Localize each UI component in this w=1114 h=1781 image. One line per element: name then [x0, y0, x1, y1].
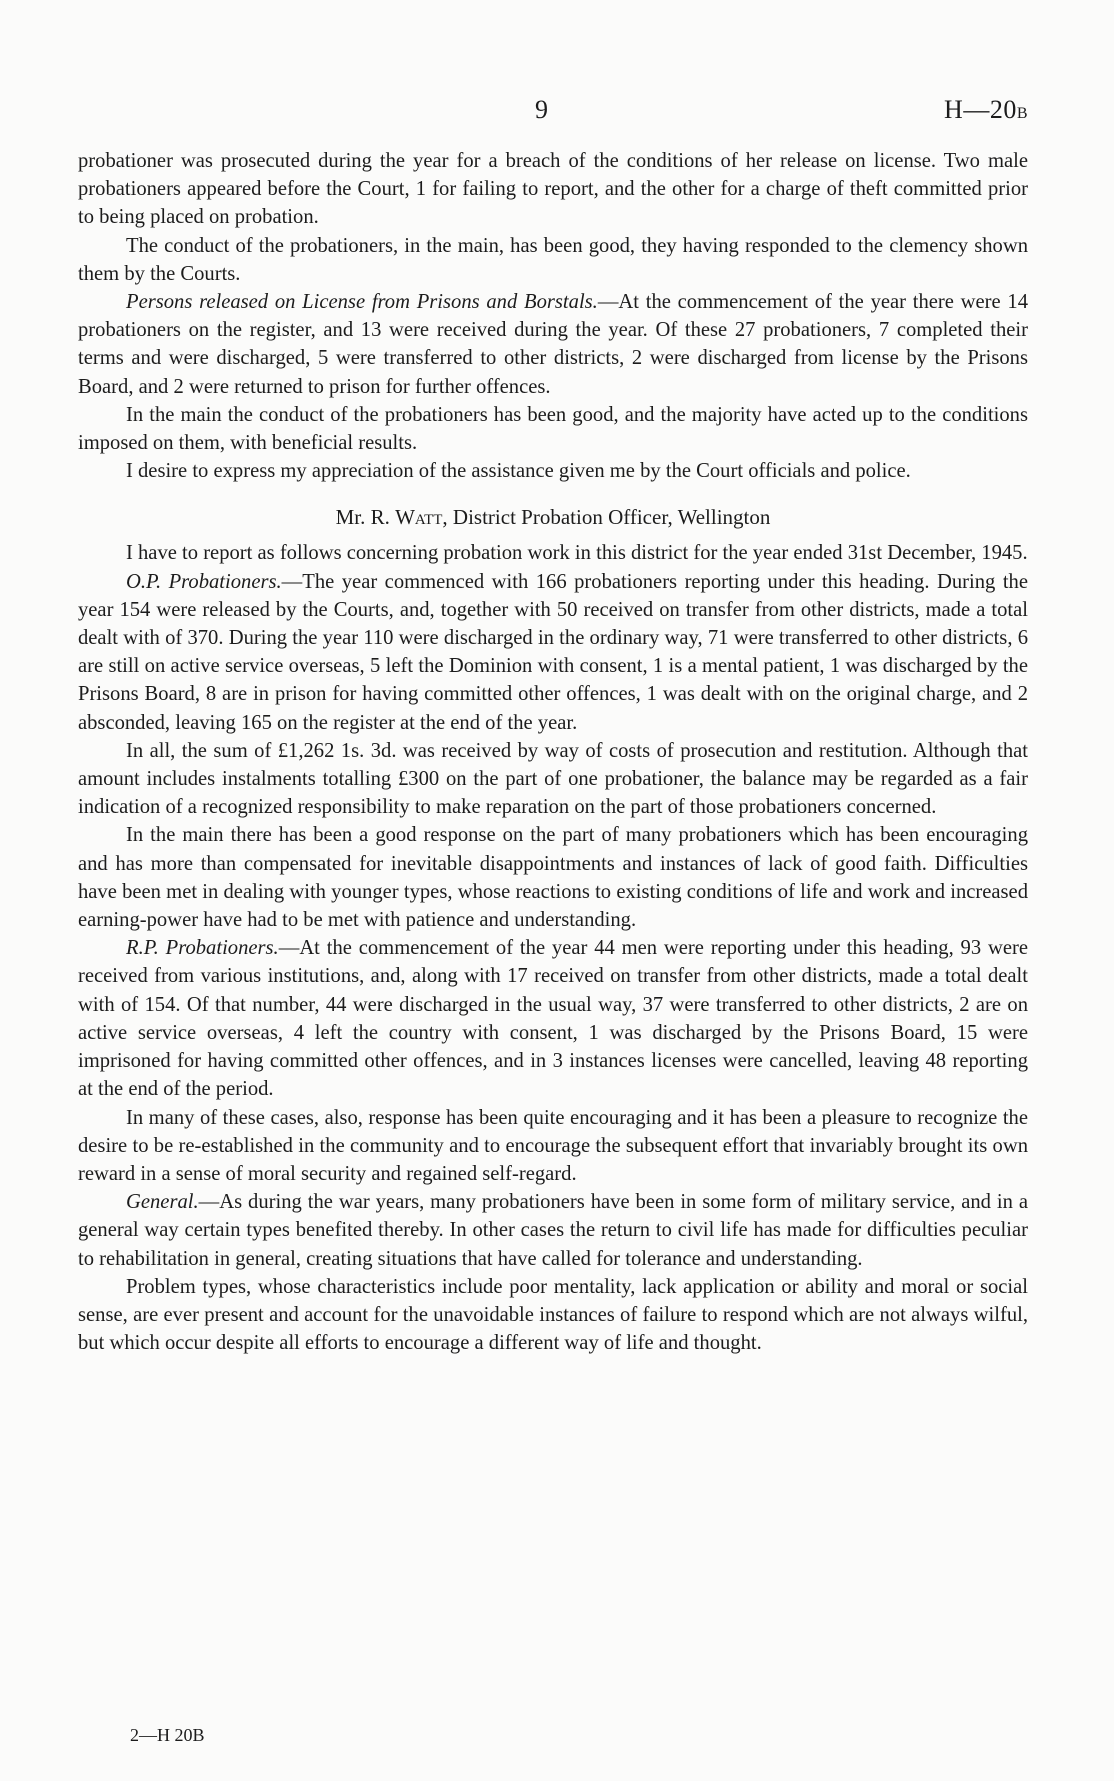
document-body [78, 147, 1028, 1357]
section-heading-rest: , District Probation Officer, Wellington [442, 505, 771, 530]
paragraph-text: The conduct of the probationers, in the main, has been good, they having responded to the clemency shown them by the Courts. [78, 234, 1028, 285]
document-reference-main: H—20 [944, 95, 1017, 124]
paragraph-text: In the main the conduct of the probationers has been good, and the majority have acted up to the conditions imposed on them, with beneficial results. [78, 403, 1028, 455]
paragraph [78, 401, 1028, 457]
paragraph-text: —At the commencement of the year there were 14 probationers on the register, and 13 were received during the year. Of these 27 probationers, 7 completed their terms and were discharged, 5 were transferred to other districts, 2 were discharged from license by the Prisons Board, and 2 were returned to prison for further offences. [78, 291, 1028, 398]
paragraph [78, 1273, 1028, 1358]
paragraph-text: probationer was prosecuted during the year for a breach of the conditions of her release on license. Two male probationers appeared before the Court, 1 for failing to report, and the other for a charge of theft committed prior to being placed on probation. [78, 150, 1028, 229]
paragraph [78, 821, 1028, 934]
footer-signature-mark: 2—H 20B [130, 1725, 205, 1745]
document-reference-suffix: B [1016, 105, 1028, 122]
section-heading [78, 503, 1028, 531]
paragraph [78, 1188, 1028, 1273]
document-reference [944, 95, 1028, 125]
paragraph-text: —As during the war years, many probationers have been in some form of military service, and in a general way certain types benefited thereby. In other cases the return to civil life has made for difficulties peculiar to rehabilitation in general, creating situations that have called for tolerance and understanding. [78, 1191, 1028, 1270]
paragraph [78, 232, 1028, 288]
paragraph-text: Problem types, whose characteristics include poor mentality, lack application or ability and moral or social sense, are ever present and account for the unavoidable instances of failure to respond which are not always wilful, but which occur despite all efforts to encourage a different way of life and thought. [78, 1275, 1028, 1355]
paragraph-lead-heading: General. [126, 1191, 199, 1214]
paragraph-text: I desire to express my appreciation of the assistance given me by the Court officials and police. [126, 460, 911, 483]
section-heading-prefix: Mr. R. [335, 505, 396, 530]
paragraph-lead-heading: R.P. Probationers. [126, 937, 279, 960]
paragraph [78, 1104, 1028, 1189]
paragraph-text: In all, the sum of £1,262 1s. 3d. was received by way of costs of prosecution and restitution. Although that amount includes instalments totalling £300 on the part of one probationer, the balance may be regarded as a fair indication of a recognized responsibility to make reparation on the part of those probationers concerned. [78, 739, 1028, 819]
paragraph-text: —The year commenced with 166 probationers reporting under this heading. During the year 154 were released by the Courts, and, together with 50 received on transfer from other districts, made a total dealt with of 370. During the year 110 were discharged in the ordinary way, 71 were transferred to other districts, 6 are still on active service overseas, 5 left the Dominion with consent, 1 is a mental patient, 1 was discharged by the Prisons Board, 8 are in prison for having committed other offences, 1 was dealt with on the original charge, and 2 absconded, leaving 165 on the register at the end of the year. [78, 570, 1028, 734]
page-number: 9 [535, 95, 548, 124]
paragraph-text: —At the commencement of the year 44 men were reporting under this heading, 93 were received from various institutions, and, along with 17 received on transfer from other districts, made a total dealt with of 154. Of that number, 44 were discharged in the usual way, 37 were transferred to other districts, 2 are on active service overseas, 4 left the country with consent, 1 was discharged by the Prisons Board, 15 were imprisoned for having committed other offences, and in 3 instances licenses were cancelled, leaving 48 reporting at the end of the period. [78, 937, 1028, 1101]
paragraph-text: In many of these cases, also, response has been quite encouraging and it has been a pleasure to recognize the desire to be re-established in the community and to encourage the subsequent effort that invariably brought its own reward in a sense of moral security and regained self-regard. [78, 1106, 1028, 1185]
paragraph-lead-heading: Persons released on License from Prisons and Borstals. [126, 291, 598, 314]
paragraph [78, 457, 1028, 485]
paragraph [78, 539, 1028, 567]
section-heading-surname: Watt [395, 505, 443, 530]
paragraph-lead-heading: O.P. Probationers. [126, 570, 282, 593]
paragraph [78, 934, 1028, 1103]
paragraph [78, 147, 1028, 232]
paragraph-text: I have to report as follows concerning probation work in this district for the year ended 31st December, 1945. [126, 542, 1028, 565]
paragraph [78, 737, 1028, 822]
paragraph-text: In the main there has been a good response on the part of many probationers which has been encouraging and has more than compensated for inevitable disappointments and instances of lack of good faith. Difficulties have been met in dealing with younger types, whose reactions to existing conditions of life and work and increased earning-power have had to be met with patience and understanding. [78, 824, 1028, 932]
paragraph [78, 288, 1028, 401]
paragraph [78, 568, 1028, 737]
